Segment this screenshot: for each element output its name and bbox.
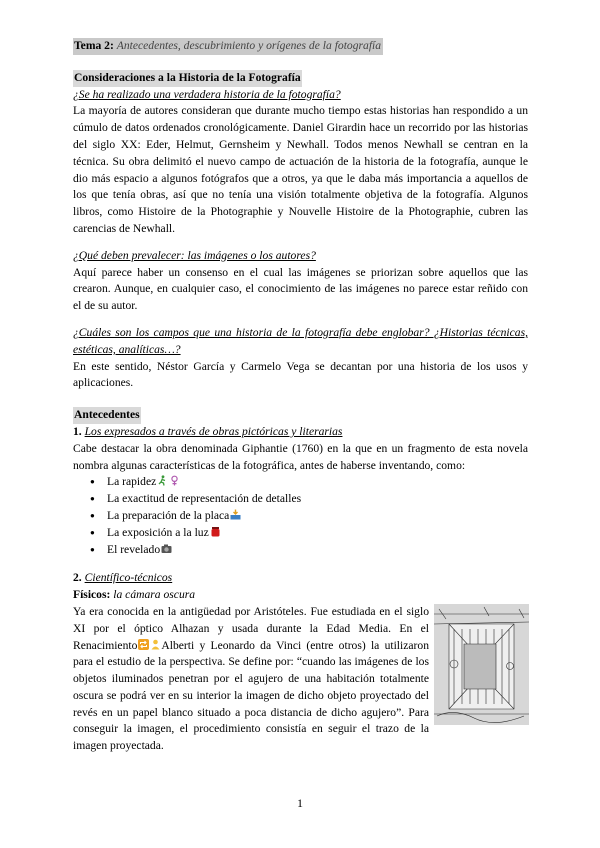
list-item <box>90 508 528 525</box>
camera-obscura-text-b: Alberti y Leonardo da Vinci (entre otros) la utilizaron para el estudio de la perspectiva. Se define por: “cuando las imágenes de los objetos iluminados penetran por el agujero de una habitación totalmente oscura se podrá ver en su interior la imagen de dicho objeto proyectado del revés en un papel blanco situado a poca distancia de dicho agujero”. Para conseguir la imagen, el procedimiento consistía en seguir el trazo de la imagen proyectada. <box>73 638 429 753</box>
person-icon <box>150 639 161 650</box>
header-tema: Tema 2: <box>74 39 114 52</box>
header <box>73 38 528 55</box>
list-item-text: La rapidez <box>107 475 157 489</box>
camera-icon <box>161 543 172 554</box>
list-item-text: La preparación de la placa <box>107 508 230 522</box>
red-jar-icon <box>210 526 221 537</box>
consideraciones-heading: Consideraciones a la Historia de la Fotografía <box>73 70 302 87</box>
page-number: 1 <box>297 796 303 810</box>
fisicos-line <box>73 587 528 604</box>
question-3: ¿Cuáles son los campos que una historia de la fotografía debe englobar? ¿Historias técnicas, estéticas, analíticas…? <box>73 325 528 356</box>
camera-obscura-block <box>73 604 528 755</box>
subsection-1-number: 1. <box>73 424 82 438</box>
subsection-1-text: Cabe destacar la obra denominada Giphantie (1760) en la que en un fragmento de esta novela nombra algunas características de la fotográfica, antes de haberse inventando, como: <box>73 441 528 472</box>
inbox-tray-icon <box>230 509 241 520</box>
antecedentes-section <box>73 392 528 755</box>
question-1: ¿Se ha realizado una verdadera historia de la fotografía? <box>73 87 341 101</box>
header-highlight <box>73 38 383 55</box>
list-item-text: La exactitud de representación de detalles <box>107 492 302 506</box>
subsection-2-title <box>73 570 528 587</box>
list-item <box>90 491 528 508</box>
list-item <box>90 474 528 491</box>
fisicos-label: Físicos: <box>73 588 111 602</box>
list-item <box>90 525 528 542</box>
subsection-2-label: Científico-técnicos <box>84 571 173 585</box>
antecedentes-heading: Antecedentes <box>73 407 141 424</box>
consideraciones-section <box>73 70 528 392</box>
paragraph-2: Aquí parece haber un consenso en el cual las imágenes se priorizan sobre aquellos que las crearon. Aunque, en cualquier caso, el conocimiento de las imágenes no parece estar reñido con el de su autor. <box>73 265 528 313</box>
camera-obscura-text-a: Ya era conocida en la antigüedad por Aristóteles. Fue estudiada en el siglo XI por el óptico Alhazan y usada durante la Edad Media. En el Renacimiento <box>73 604 429 652</box>
header-subtitle: Antecedentes, descubrimiento y orígenes de la fotografía <box>116 39 382 52</box>
paragraph-3: En este sentido, Néstor García y Carmelo Vega se decantan por una historia de los usos y aplicaciones. <box>73 359 528 390</box>
list-item <box>90 542 528 559</box>
list-item-text: La exposición a la luz <box>107 525 209 539</box>
runner-icon <box>157 475 168 486</box>
paragraph-1: La mayoría de autores consideran que durante mucho tiempo estas historias han respondido a un cúmulo de datos ordenados cronológicamente. Daniel Girardin hace un recorrido por las historias del siglo XX: Eder, Helmut, Gernsheim y Newhall. Todos menos Newhall se centran en la técnica. Su obra delimitó el nuevo campo de actuación de la historia de la fotografía, aunque le dio más espacio a algunos fotógrafos que a otros, ya que le daba más importancia a aquellos de los que tenía obras, así que no tenía una visión totalmente objetiva de la fotografía. Algunos libros, como Histoire de la Photographie y Nouvelle Histoire de la Photographie, cubren las carencias de Newhall. <box>73 104 528 235</box>
question-2: ¿Qué deben prevalecer: las imágenes o los autores? <box>73 248 316 262</box>
subsection-1-title <box>73 424 528 441</box>
subsection-2-number: 2. <box>73 571 82 585</box>
document-page <box>73 38 528 755</box>
list-item-text: El revelado <box>107 542 161 556</box>
camera-obscura-text <box>73 604 429 755</box>
female-sign-icon <box>169 475 180 486</box>
camera-obscura-engraving <box>434 604 529 725</box>
repeat-icon <box>138 639 149 650</box>
fisicos-subtitle: la cámara oscura <box>113 588 196 602</box>
subsection-1-label: Los expresados a través de obras pictóricas y literarias <box>84 424 343 438</box>
characteristics-list <box>73 474 528 558</box>
